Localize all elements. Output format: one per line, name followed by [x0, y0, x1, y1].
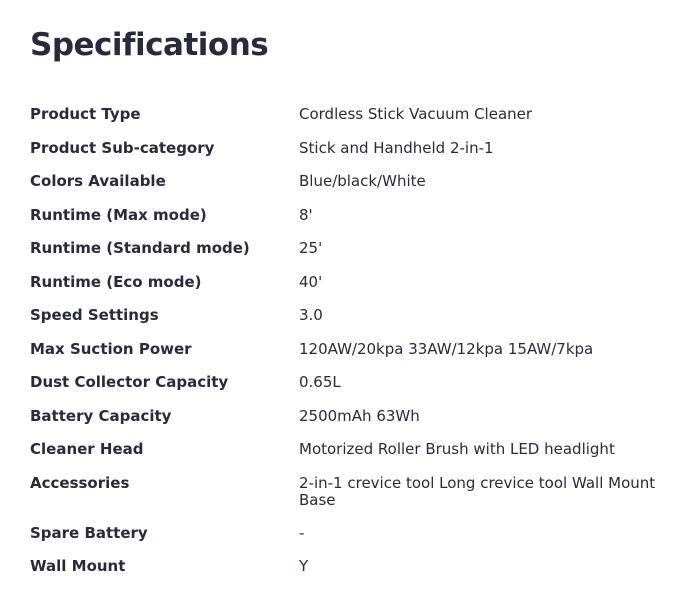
spec-label: Spare Battery	[30, 523, 148, 542]
spec-value: 2-in-1 crevice tool Long crevice tool Wall Mount Base	[299, 473, 656, 509]
spec-row-cleaner-head	[30, 441, 670, 475]
spec-row-dust-collector-capacity	[30, 374, 670, 408]
spec-label: Cleaner Head	[30, 440, 144, 458]
spec-label: Runtime (Standard mode)	[30, 239, 250, 257]
spec-label: Wall Mount	[30, 557, 126, 575]
spec-value: 0.65L	[299, 373, 341, 391]
spec-value: 40'	[299, 272, 323, 291]
spec-label: Product Sub-category	[30, 138, 215, 157]
spec-label: Dust Collector Capacity	[30, 373, 229, 391]
spec-label: Colors Available	[30, 172, 166, 190]
page-title: Specifications	[30, 27, 269, 63]
spec-value: 8'	[299, 205, 313, 224]
spec-label: Product Type	[30, 105, 141, 123]
spec-value: 120AW/20kpa 33AW/12kpa 15AW/7kpa	[299, 339, 594, 358]
spec-label: Runtime (Eco mode)	[30, 272, 202, 291]
spec-value: Blue/black/White	[299, 172, 426, 190]
spec-value: Y	[299, 557, 309, 575]
spec-row-product-sub-category	[30, 140, 670, 174]
spec-value: Motorized Roller Brush with LED headlight	[299, 440, 615, 458]
spec-label: Accessories	[30, 473, 130, 492]
spec-row-runtime-standard	[30, 240, 670, 274]
spec-value: 25'	[299, 239, 323, 257]
spec-row-wall-mount	[30, 558, 670, 592]
spec-label: Max Suction Power	[30, 339, 192, 358]
spec-table	[30, 106, 670, 592]
spec-row-runtime-max	[30, 207, 670, 241]
spec-row-colors-available	[30, 173, 670, 207]
spec-row-runtime-eco	[30, 274, 670, 308]
spec-row-accessories	[30, 475, 670, 525]
spec-label: Runtime (Max mode)	[30, 205, 207, 224]
spec-label: Battery Capacity	[30, 406, 172, 425]
spec-row-spare-battery	[30, 525, 670, 559]
spec-label: Speed Settings	[30, 306, 159, 324]
spec-value: Cordless Stick Vacuum Cleaner	[299, 105, 533, 123]
spec-value: Stick and Handheld 2-in-1	[299, 138, 494, 157]
spec-value: -	[299, 523, 305, 542]
spec-row-battery-capacity	[30, 408, 670, 442]
spec-row-speed-settings	[30, 307, 670, 341]
spec-value: 2500mAh 63Wh	[299, 406, 420, 425]
spec-row-max-suction-power	[30, 341, 670, 375]
spec-row-product-type	[30, 106, 670, 140]
spec-value: 3.0	[299, 306, 323, 324]
